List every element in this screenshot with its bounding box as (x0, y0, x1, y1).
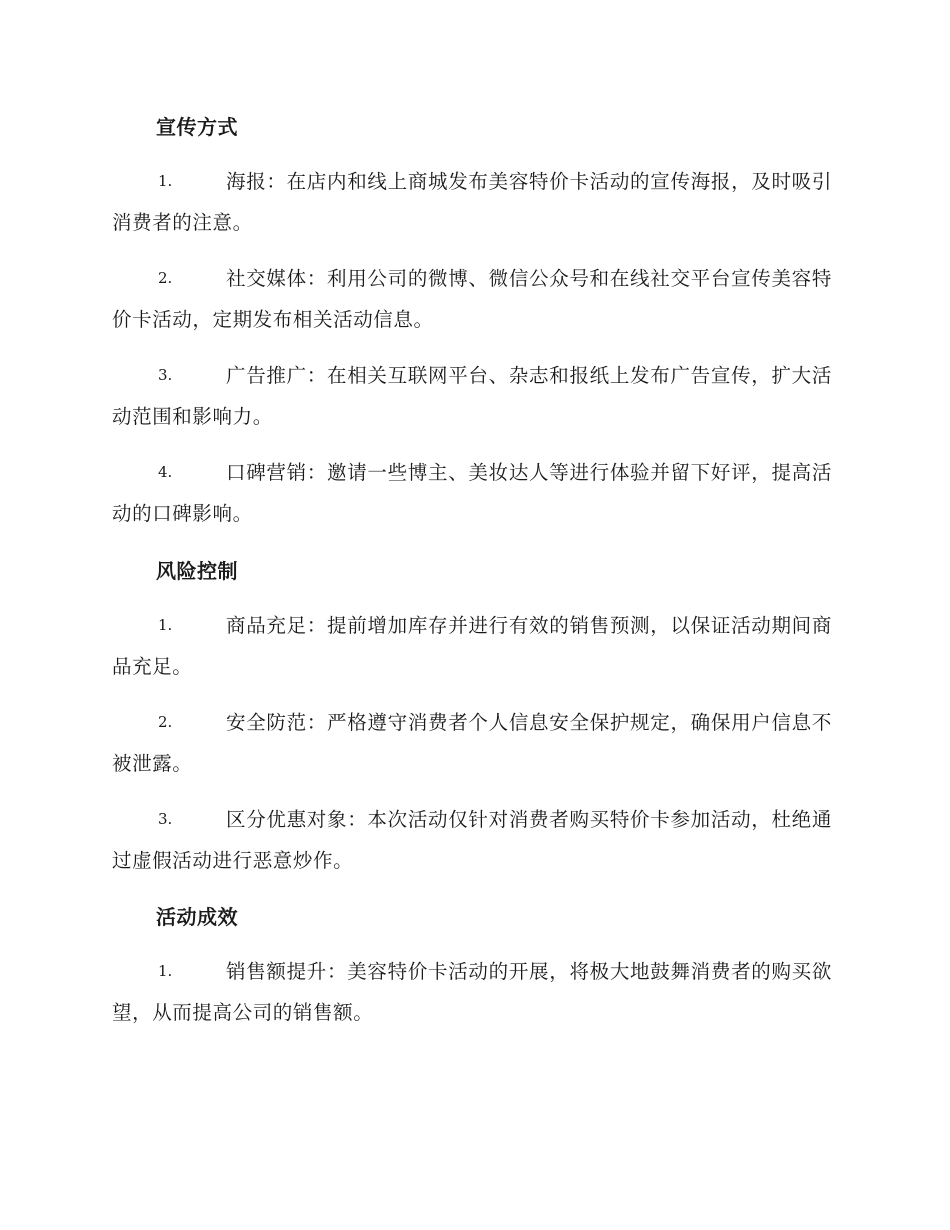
list-item (112, 702, 832, 784)
section-heading-publicity: 宣传方式 (156, 115, 238, 139)
list-item (112, 951, 832, 1033)
section-heading-risk-control: 风险控制 (156, 559, 238, 583)
list-item (112, 161, 832, 243)
list-item-number: 1. (158, 172, 173, 190)
list-item-number: 3. (158, 810, 173, 828)
list-item-text: 广告推广：在相关互联网平台、杂志和报纸上发布广告宣传，扩大活动范围和影响力。 (112, 364, 832, 428)
list-item-text: 销售额提升：美容特价卡活动的开展，将极大地鼓舞消费者的购买欲望，从而提高公司的销售额。 (112, 960, 832, 1024)
list-item-text: 安全防范：严格遵守消费者个人信息安全保护规定，确保用户信息不被泄露。 (112, 711, 832, 775)
list-item-number: 2. (158, 713, 173, 731)
section-heading-results: 活动成效 (156, 905, 238, 929)
list-item-text: 商品充足：提前增加库存并进行有效的销售预测，以保证活动期间商品充足。 (112, 614, 832, 678)
list-item (112, 258, 832, 340)
list-item-number: 1. (158, 616, 173, 634)
list-item-number: 4. (158, 463, 173, 481)
list-item-text: 区分优惠对象：本次活动仅针对消费者购买特价卡参加活动，杜绝通过虚假活动进行恶意炒作。 (112, 808, 832, 872)
list-item-text: 口碑营销：邀请一些博主、美妆达人等进行体验并留下好评，提高活动的口碑影响。 (112, 461, 832, 525)
list-item (112, 605, 832, 687)
list-item-number: 2. (158, 269, 173, 287)
list-item-text: 海报：在店内和线上商城发布美容特价卡活动的宣传海报，及时吸引消费者的注意。 (112, 170, 832, 234)
list-item (112, 799, 832, 881)
list-item (112, 452, 832, 534)
list-item (112, 355, 832, 437)
list-item-text: 社交媒体：利用公司的微博、微信公众号和在线社交平台宣传美容特价卡活动，定期发布相关活动信息。 (112, 267, 832, 331)
list-item-number: 3. (158, 366, 173, 384)
list-item-number: 1. (158, 962, 173, 980)
